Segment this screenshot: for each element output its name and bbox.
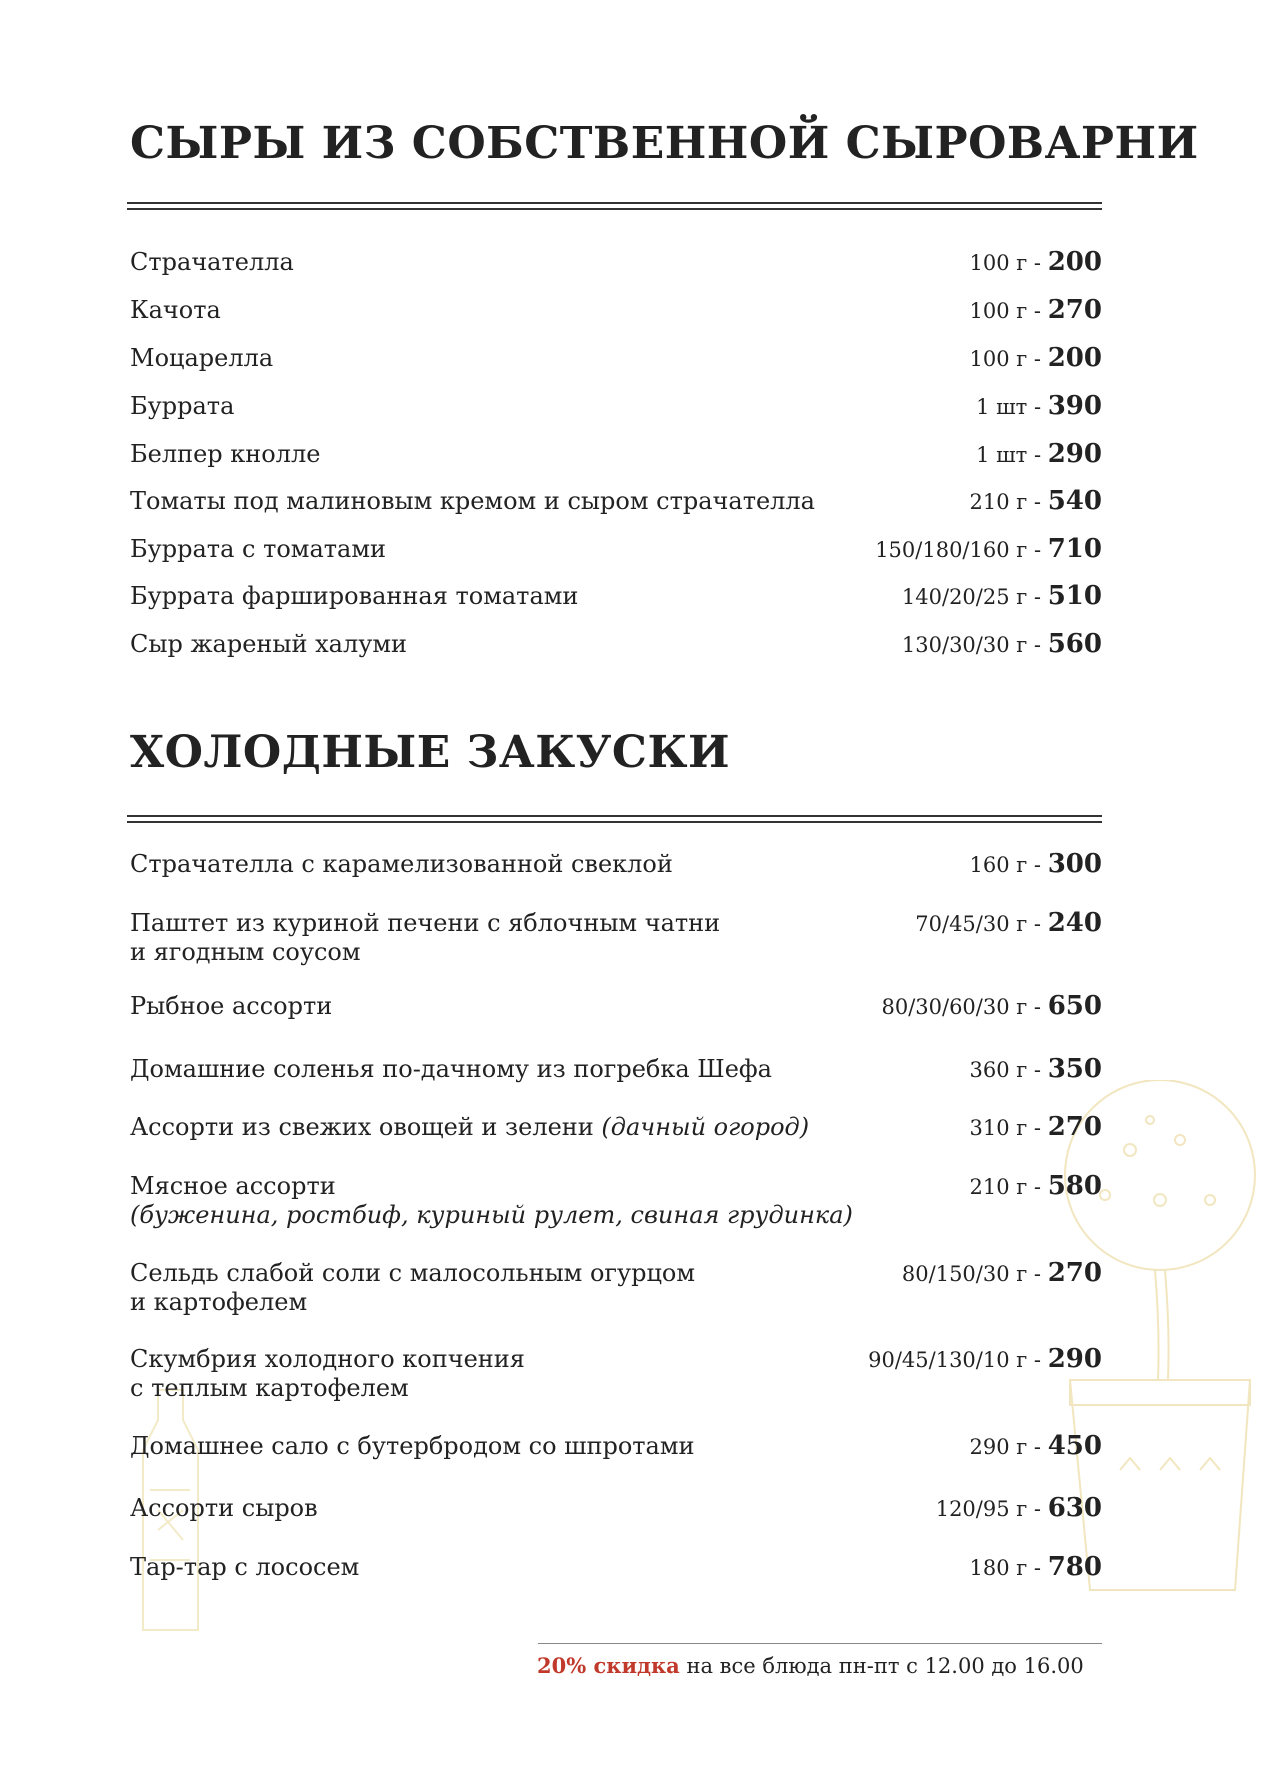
menu-item-price-value: 270 — [1047, 295, 1102, 325]
menu-item-name-text: Белпер кнолле — [130, 440, 321, 468]
discount-note — [537, 1653, 1084, 1678]
menu-item-name-text: Страчателла с карамелизованной свеклой — [130, 850, 673, 878]
menu-item-name-text: Домашние соленья по-дачному из погребка Шефа — [130, 1055, 772, 1083]
menu-item-price — [970, 1432, 1103, 1462]
menu-item-name-text: Тар-тар с лососем — [130, 1553, 360, 1581]
menu-item-price-value: 350 — [1047, 1054, 1102, 1084]
discount-highlight: 20% скидка — [537, 1653, 680, 1678]
menu-item-name — [130, 296, 1102, 325]
menu-item-name — [130, 1172, 1102, 1201]
menu-item — [130, 1259, 1102, 1317]
menu-item-name — [130, 440, 1102, 469]
menu-item — [130, 582, 1102, 611]
menu-item-weight: 100 г - — [969, 347, 1048, 371]
menu-item-price — [936, 1494, 1102, 1524]
menu-item-price-value: 200 — [1047, 247, 1102, 277]
menu-item-price-value: 270 — [1047, 1112, 1102, 1142]
menu-item — [130, 1494, 1102, 1523]
menu-item-weight: 70/45/30 г - — [915, 912, 1048, 936]
menu-item-name — [130, 487, 1102, 516]
menu-item-name-text: Мясное ассорти — [130, 1172, 336, 1200]
menu-item-price — [970, 248, 1103, 278]
menu-item-price — [881, 992, 1102, 1022]
menu-item — [130, 909, 1102, 967]
menu-item-price-value: 290 — [1047, 439, 1102, 469]
menu-item-price — [970, 344, 1103, 374]
menu-item-weight: 160 г - — [969, 853, 1048, 877]
footer-divider — [538, 1643, 1102, 1644]
menu-item — [130, 1113, 1102, 1142]
menu-item-name-text: Моцарелла — [130, 344, 274, 372]
menu-item — [130, 1172, 1102, 1230]
menu-item-price-value: 510 — [1047, 581, 1102, 611]
menu-item-name — [130, 248, 1102, 277]
menu-item-weight: 130/30/30 г - — [901, 633, 1048, 657]
menu-item-name-text: Буррата с томатами — [130, 535, 387, 563]
menu-item-price — [970, 487, 1103, 517]
menu-item-price — [902, 1259, 1102, 1289]
menu-item-weight: 210 г - — [969, 490, 1048, 514]
menu-item-name-continued: и ягодным соусом — [130, 938, 361, 966]
menu-item-name — [130, 850, 1102, 879]
menu-item-name — [130, 392, 1102, 421]
menu-item-price-value: 560 — [1047, 629, 1102, 659]
menu-item-price — [970, 850, 1103, 880]
menu-item-name-text: Буррата фаршированная томатами — [130, 582, 579, 610]
menu-item-price-value: 450 — [1047, 1431, 1102, 1461]
menu-item-price-value: 390 — [1047, 391, 1102, 421]
menu-item — [130, 850, 1102, 879]
menu-item-weight: 120/95 г - — [935, 1497, 1048, 1521]
menu-item-price-value: 710 — [1047, 534, 1102, 564]
menu-item-name-text: Сельдь слабой соли с малосольным огурцом — [130, 1259, 696, 1287]
menu-item-weight: 140/20/25 г - — [901, 585, 1048, 609]
menu-item-weight: 210 г - — [969, 1175, 1048, 1199]
menu-item — [130, 248, 1102, 277]
menu-item-name-text: Томаты под малиновым кремом и сыром страчателла — [130, 487, 815, 515]
menu-item-price — [970, 296, 1103, 326]
menu-item-note: (дачный огород) — [601, 1113, 810, 1141]
menu-item — [130, 1553, 1102, 1582]
menu-item-name-text: Паштет из куриной печени с яблочным чатни — [130, 909, 721, 937]
menu-item-weight: 80/150/30 г - — [901, 1262, 1048, 1286]
menu-item-price-value: 240 — [1047, 908, 1102, 938]
menu-item-name-text: Домашнее сало с бутербродом со шпротами — [130, 1432, 695, 1460]
menu-item-price — [970, 1553, 1103, 1583]
menu-item-name-text: Качота — [130, 296, 221, 324]
menu-item-weight: 1 шт - — [976, 395, 1048, 419]
menu-item-weight: 100 г - — [969, 251, 1048, 275]
menu-item-weight: 150/180/160 г - — [875, 538, 1048, 562]
menu-item-description: (буженина, ростбиф, куриный рулет, свиная грудинка) — [130, 1201, 853, 1229]
menu-item-price — [970, 1172, 1103, 1202]
menu-item-price-value: 270 — [1047, 1258, 1102, 1288]
menu-item-price-value: 630 — [1047, 1493, 1102, 1523]
menu-item-name-text: Страчателла — [130, 248, 294, 276]
menu-item-weight: 90/45/130/10 г - — [868, 1348, 1048, 1372]
menu-item — [130, 535, 1102, 564]
menu-item-price — [902, 630, 1102, 660]
menu-item-price-value: 780 — [1047, 1552, 1102, 1582]
menu-item-weight: 1 шт - — [976, 443, 1048, 467]
menu-item-name-continued: и картофелем — [130, 1288, 308, 1316]
menu-item-name-text: Рыбное ассорти — [130, 992, 333, 1020]
menu-item-price — [970, 1055, 1103, 1085]
menu-item-name-continued: с теплым картофелем — [130, 1374, 409, 1402]
menu-item-price-value: 290 — [1047, 1344, 1102, 1374]
menu-item-weight: 80/30/60/30 г - — [881, 995, 1048, 1019]
menu-item-weight: 100 г - — [969, 299, 1048, 323]
menu-item — [130, 296, 1102, 325]
menu-item — [130, 392, 1102, 421]
menu-item — [130, 344, 1102, 373]
menu-item — [130, 1432, 1102, 1461]
menu-item-price — [875, 535, 1102, 565]
menu-item-name — [130, 1432, 1102, 1461]
section-title-cheese: СЫРЫ ИЗ СОБСТВЕННОЙ СЫРОВАРНИ — [130, 118, 1199, 169]
menu-item — [130, 630, 1102, 659]
section-divider — [127, 815, 1102, 823]
menu-item — [130, 1055, 1102, 1084]
menu-item-name-text: Скумбрия холодного копчения — [130, 1345, 525, 1373]
menu-item — [130, 487, 1102, 516]
menu-item-price — [902, 582, 1102, 612]
menu-item-price-value: 540 — [1047, 486, 1102, 516]
menu-item-price-value: 580 — [1047, 1171, 1102, 1201]
menu-item-name-text: Ассорти сыров — [130, 1494, 318, 1522]
menu-item-weight: 310 г - — [969, 1116, 1048, 1140]
menu-item-price — [915, 909, 1102, 939]
menu-item-name-text: Сыр жареный халуми — [130, 630, 408, 658]
discount-text: на все блюда пн-пт с 12.00 до 16.00 — [679, 1654, 1084, 1678]
menu-item-price — [976, 440, 1102, 470]
menu-item-price — [970, 1113, 1103, 1143]
menu-item-name — [130, 344, 1102, 373]
menu-item-name-text: Ассорти из свежих овощей и зелени — [130, 1113, 602, 1141]
menu-item — [130, 1345, 1102, 1403]
menu-item-weight: 180 г - — [969, 1556, 1048, 1580]
menu-item-name — [130, 1055, 1102, 1084]
section-divider — [127, 202, 1102, 210]
menu-item-weight: 290 г - — [969, 1435, 1048, 1459]
menu-item-price-value: 650 — [1047, 991, 1102, 1021]
menu-item-price — [868, 1345, 1102, 1375]
menu-item-name-text: Буррата — [130, 392, 235, 420]
section-title-cold-appetizers: ХОЛОДНЫЕ ЗАКУСКИ — [130, 727, 731, 778]
menu-item-price-value: 200 — [1047, 343, 1102, 373]
menu-item-name — [130, 1553, 1102, 1582]
menu-item — [130, 440, 1102, 469]
menu-item-name — [130, 1113, 1102, 1142]
menu-item-price-value: 300 — [1047, 849, 1102, 879]
menu-item-price — [976, 392, 1102, 422]
menu-item — [130, 992, 1102, 1021]
menu-item-weight: 360 г - — [969, 1058, 1048, 1082]
